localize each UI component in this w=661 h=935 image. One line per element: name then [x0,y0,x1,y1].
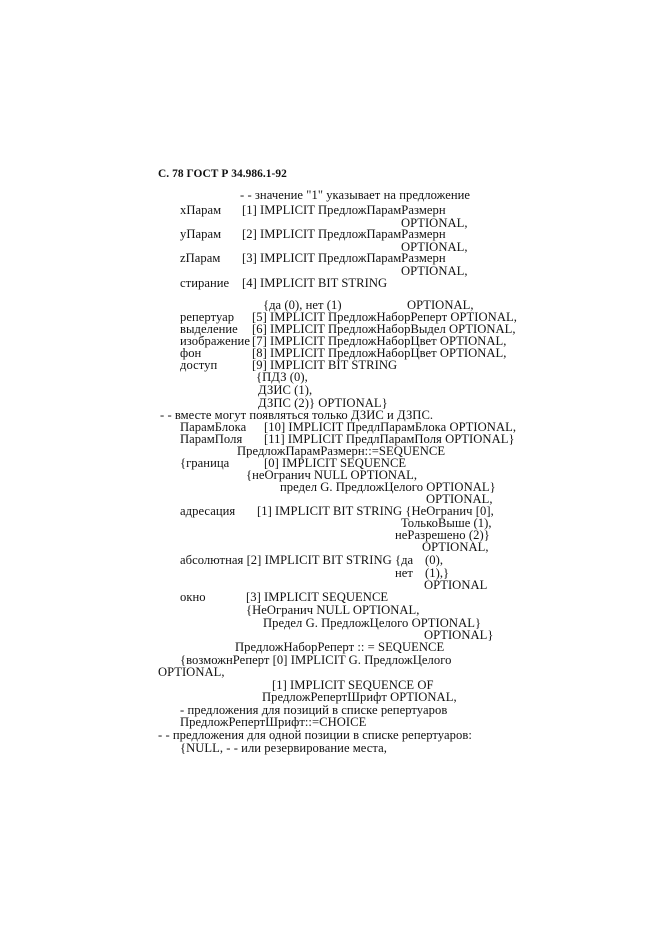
text-line: {да (0), нет (1) [263,298,342,312]
comment-line: - - предложения для одной позиции в списке репертуаров: [158,728,472,742]
field-name: окно [180,590,206,604]
text-line: [2] IMPLICIT ПредложПарамРазмерн [242,227,446,241]
text-line: OPTIONAL, [401,240,468,254]
text-line: абсолютная [2] IMPLICIT BIT STRING [180,553,392,567]
text-line: ПредложПарамРазмерн::=SEQUENCE [237,444,446,458]
text-line: ТолькоВыше (1), [401,516,492,530]
text-line: [3] IMPLICIT ПредложПарамРазмерн [242,251,446,265]
text-line: ДЗИС (1), [258,383,313,397]
text-line: OPTIONAL, [401,264,468,278]
comment-line: - - вместе могут появляться только ДЗИС и ДЗПС. [160,408,434,422]
text-line: {NULL, - - или резервирование места, [180,741,387,755]
text-line: [7] IMPLICIT ПредложНаборЦвет OPTIONAL, [252,334,507,348]
text-line: неРазрешено (2)} [395,528,490,542]
comment-line: - предложения для позиций в списке репертуаров [180,703,448,717]
field-name: репертуар [180,310,235,324]
text-line: [10] IMPLICIT ПредлПарамБлока OPTIONAL, [264,420,517,434]
text-line: OPTIONAL, [426,492,493,506]
text-line: ПредложРепертШрифт::=CHOICE [180,715,367,729]
text-line: OPTIONAL, [158,665,225,679]
field-name: ПарамПоля [180,432,243,446]
text-line: [5] IMPLICIT ПредложНаборРеперт OPTIONAL, [252,310,517,324]
text-line: OPTIONAL, [401,216,468,230]
page-header: С. 78 ГОСТ Р 34.986.1-92 [158,168,287,180]
field-name: стирание [180,276,230,290]
field-name: фон [180,346,202,360]
text-line: [11] IMPLICIT ПредлПарамПоля OPTIONAL} [264,432,515,446]
text-line: {ПДЗ (0), [256,370,308,384]
field-name: yПарам [180,227,222,241]
text-line: [6] IMPLICIT ПредложНаборВыдел OPTIONAL, [252,322,516,336]
text-line: [3] IMPLICIT SEQUENCE [246,590,389,604]
text-line: [1] IMPLICIT ПредложПарамРазмерн [242,203,446,217]
field-name: {граница [180,456,230,470]
text-line: (0), [425,553,444,567]
text-line: ПредложНаборРеперт :: = SEQUENCE [235,640,445,654]
text-line: [4] IMPLICIT BIT STRING [242,276,388,290]
field-name: изображение [180,334,250,348]
field-name: выделение [180,322,238,336]
field-name: ПарамБлока [180,420,247,434]
text-line: [9] IMPLICIT BIT STRING [252,358,398,372]
text-line: [1] IMPLICIT SEQUENCE OF [272,678,434,692]
text-line: нет [395,566,413,580]
text-line: [1] IMPLICIT BIT STRING {НеОгранич [0], [257,504,494,518]
text-line: предел G. ПредложЦелого OPTIONAL} [280,480,496,494]
text-line: [0] IMPLICIT SEQUENCE [264,456,407,470]
text-line: (1),} [425,566,450,580]
text-line: {да [395,553,414,567]
text-line: OPTIONAL} [424,628,494,642]
field-name: zПарам [180,251,221,265]
text-line: {НеОгранич NULL OPTIONAL, [246,603,420,617]
text-line: OPTIONAL [424,578,488,592]
text-line: ДЗПС (2)} OPTIONAL} [258,396,388,410]
text-line: - - значение "1" указывает на предложение [240,188,471,202]
field-name: адресация [180,504,236,518]
text-line: Предел G. ПредложЦелого OPTIONAL} [263,616,482,630]
text-line: [8] IMPLICIT ПредложНаборЦвет OPTIONAL, [252,346,507,360]
text-line: ПредложРепертШрифт OPTIONAL, [262,690,457,704]
text-line: OPTIONAL, [422,540,489,554]
text-line: OPTIONAL, [407,298,474,312]
field-name: доступ [180,358,218,372]
field-name: xПарам [180,203,222,217]
text-line: {возможнРеперт [0] IMPLICIT G. ПредложЦелого [180,653,452,667]
text-line: {неОгранич NULL OPTIONAL, [246,468,418,482]
